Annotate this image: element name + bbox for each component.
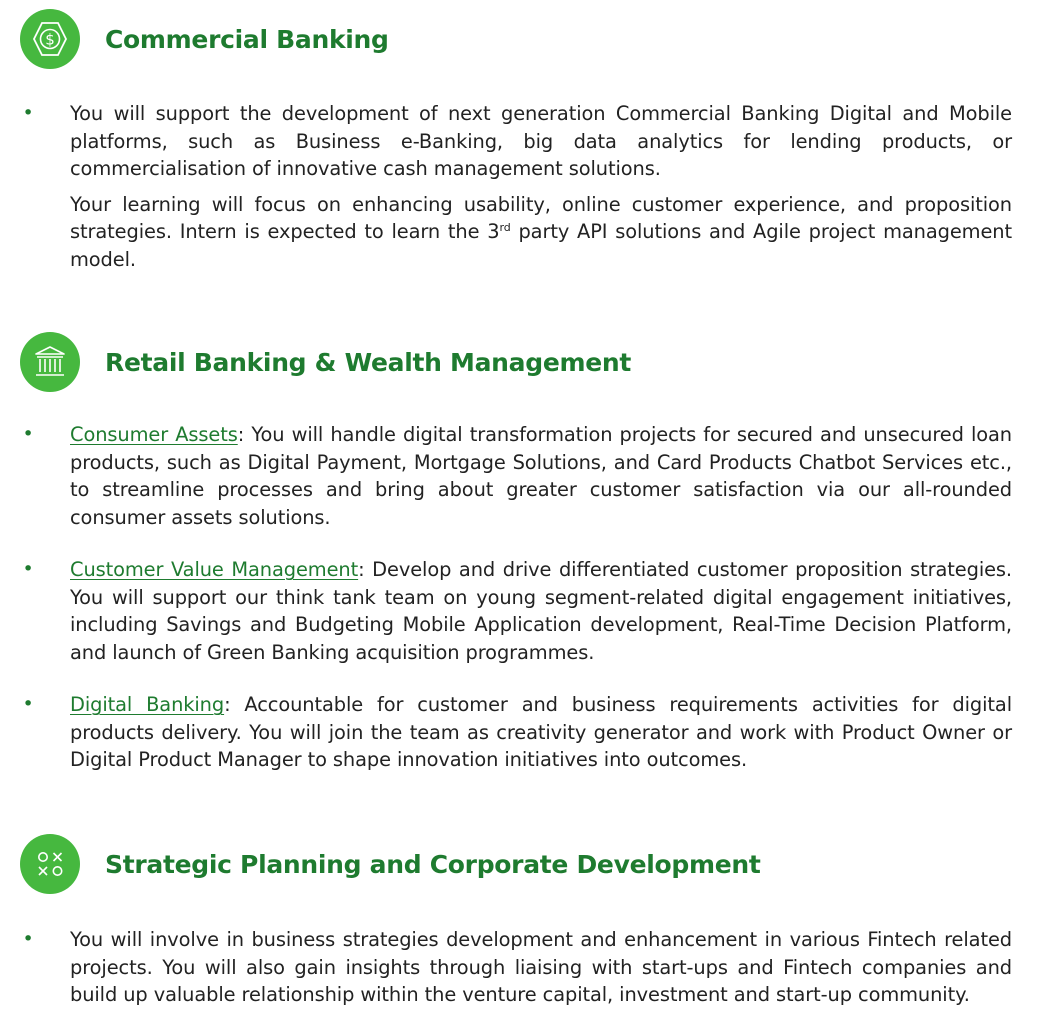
bullet-dot: • <box>22 102 34 124</box>
paragraph-text: party API solutions and Agile project management model. <box>70 220 1012 271</box>
superscript: rd <box>499 221 511 235</box>
bullet-list <box>0 926 1052 1009</box>
paragraph-text: : You will handle digital transformation projects for secured and unsecured loan products, such as Digital Payment, Mortgage Solutions, and Card Products Chatbot Services etc., to streamline processes and bring about greater customer satisfaction via our all-rounded consumer assets solutions. <box>70 423 1012 529</box>
list-item <box>0 100 1012 274</box>
paragraph-text: : Accountable for customer and business requirements activities for digital products delivery. You will join the team as creativity generator and work with Product Owner or Digital Product Manager to shape innovation initiatives into outcomes. <box>70 693 1012 772</box>
paragraph-text: : Develop and drive differentiated customer proposition strategies. You will support our think tank team on young segment-related digital engagement initiatives, including Savings and Budgeting Mobile Application development, Real-Time Decision Platform, and launch of Green Banking acquisition programmes. <box>70 558 1012 664</box>
list-item <box>0 556 1012 666</box>
bullet-dot: • <box>22 928 34 950</box>
paragraph <box>70 421 1012 531</box>
term-consumer-assets: Consumer Assets <box>70 423 238 446</box>
paragraph <box>70 191 1012 274</box>
tic-tac-toe-icon <box>20 834 80 894</box>
term-digital-banking: Digital Banking <box>70 693 225 716</box>
svg-text:$: $ <box>45 30 55 49</box>
bullet-list <box>0 691 1052 774</box>
section-header <box>20 833 761 895</box>
section-title: Commercial Banking <box>105 24 389 54</box>
paragraph <box>70 556 1012 666</box>
paragraph: You will involve in business strategies development and enhancement in various Fintech related projects. You will also gain insights through liaising with start-ups and Fintech companies and build up valuable relationship within the venture capital, investment and start-up community. <box>70 928 1012 1007</box>
dollar-hexagon-icon <box>20 9 80 69</box>
bullet-dot: • <box>22 558 34 580</box>
list-item <box>0 691 1012 774</box>
bullet-list <box>0 100 1052 274</box>
bullet-list <box>0 556 1052 666</box>
list-item <box>0 926 1012 1009</box>
list-item <box>0 421 1012 531</box>
term-customer-value-management: Customer Value Management <box>70 558 359 581</box>
bank-building-icon <box>20 332 80 392</box>
section-header <box>20 8 389 70</box>
bullet-list <box>0 421 1052 531</box>
bullet-dot: • <box>22 693 34 715</box>
section-title: Strategic Planning and Corporate Development <box>105 849 761 879</box>
section-header <box>20 331 631 393</box>
paragraph <box>70 691 1012 774</box>
bullet-dot: • <box>22 423 34 445</box>
section-title: Retail Banking & Wealth Management <box>105 347 632 377</box>
paragraph-text: Your learning will focus on enhancing usability, online customer experience, and proposition strategies. Intern is expected to learn the 3 <box>70 192 1012 244</box>
paragraph: You will support the development of next generation Commercial Banking Digital and Mobile platforms, such as Business e-Banking, big data analytics for lending products, or commercialisation of innovative cash management solutions. <box>70 102 1012 181</box>
